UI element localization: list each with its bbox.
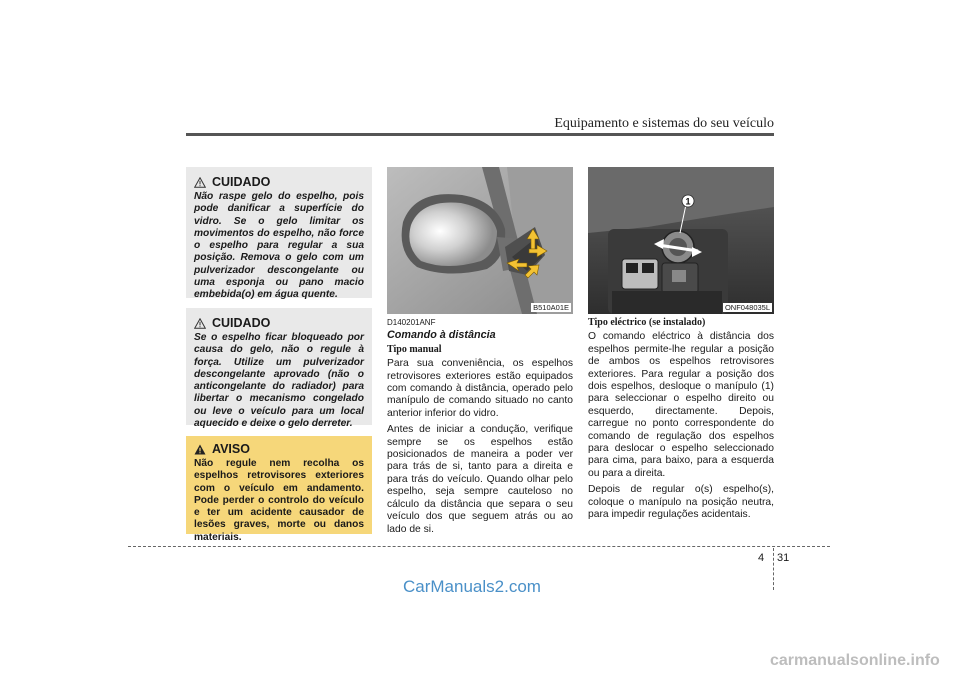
section-code: D140201ANF [387,318,436,327]
figure-1-caption: B510A01E [533,303,569,312]
caution-heading-1 [194,175,364,189]
caution-title-2: CUIDADO [212,316,271,330]
heading-remote-control: Comando à distância [387,329,496,342]
right-paragraph-2: Depois de regular o(s) espelho(s), coloque o manípulo na posição neutra, para impedir regulações acidentais. [588,484,774,521]
warning-box [186,436,372,543]
middle-paragraph-1: Para sua conveniência, os espelhos retrovisores exteriores estão equipados com comando à distância, operado pelo manípulo de comando situado no canto anterior inferior do vidro. [387,358,573,419]
header-rule [186,133,774,136]
section-title: Equipamento e sistemas do seu veículo [554,116,774,131]
footer-dashed-rule [128,546,830,547]
figure-electric-switch [588,167,774,314]
caution-box-2 [186,308,372,430]
page-divider [773,548,774,590]
caution-text-1: Não raspe gelo do espelho, pois pode danificar a superfície do vidro. Se o gelo limitar os movimentos do espelho, não force o espelho para regular a sua posição. Remova o gelo com um pulverizador descongelante ou uma esponja ou pano macio embebida(o) em água quente. [194,191,364,301]
caution-heading-2 [194,316,364,330]
caution-text-2: Se o espelho ficar bloqueado por causa do gelo, não o regule à força. Utilize um pulverizador descongelante aprovado (não o anticongelante do radiador) para libertar o mecanismo congelado ou leve o veículo para um local aquecido e deixe o gelo derreter. [194,332,364,430]
callout-1-label: 1 [685,196,691,207]
caution-triangle-icon [194,318,206,329]
caution-title-1: CUIDADO [212,175,271,189]
warning-text: Não regule nem recolha os espelhos retrovisores exteriores com o veículo em andamento. Pode perder o controlo do veículo e ter um acidente causador de lesões graves, morte ou danos materiais. [194,458,364,543]
warning-heading [194,442,364,456]
right-column [588,317,774,526]
watermark-link[interactable]: CarManuals2.com [403,577,541,596]
warning-triangle-icon [194,444,206,455]
caution-triangle-icon [194,177,206,188]
middle-column [387,317,573,540]
middle-paragraph-2: Antes de iniciar a condução, verifique sempre se os espelhos estão posicionados de maneira a poder ver para trás de si, tanto para a direita e para trás do veículo. Quando olhar pelo espelho, seja sempre cauteloso no cálculo da distância que separa o seu veículo dos que seguem atrás ou ao lado de si. [387,424,573,535]
subheading-electric: Tipo eléctrico (se instalado) [588,317,706,328]
footer-watermark: carmanualsonline.info [770,652,940,669]
right-paragraph-1: O comando eléctrico à distância dos espelhos permite-lhe regular a posição de ambos os espelhos retrovisores exteriores. Para regular a posição dos dois espelhos, desloque o manípulo (1) para seleccionar o espelho direito ou esquerdo, directamente. Depois, carregue no ponto correspondente do comando de regulação dos espelhos para deslocar o espelho seleccionado para cima, para baixo, para a esquerda ou para a direita. [588,331,774,479]
switch-illustration [588,167,774,314]
figure-manual-mirror [387,167,573,314]
section-number: 4 [758,552,765,564]
warning-title: AVISO [212,442,250,456]
mirror-illustration [387,167,573,314]
page-number: 31 [777,552,790,564]
subheading-manual: Tipo manual [387,343,442,355]
figure-2-caption: ONF048035L [724,303,770,312]
caution-box-1 [186,167,372,301]
